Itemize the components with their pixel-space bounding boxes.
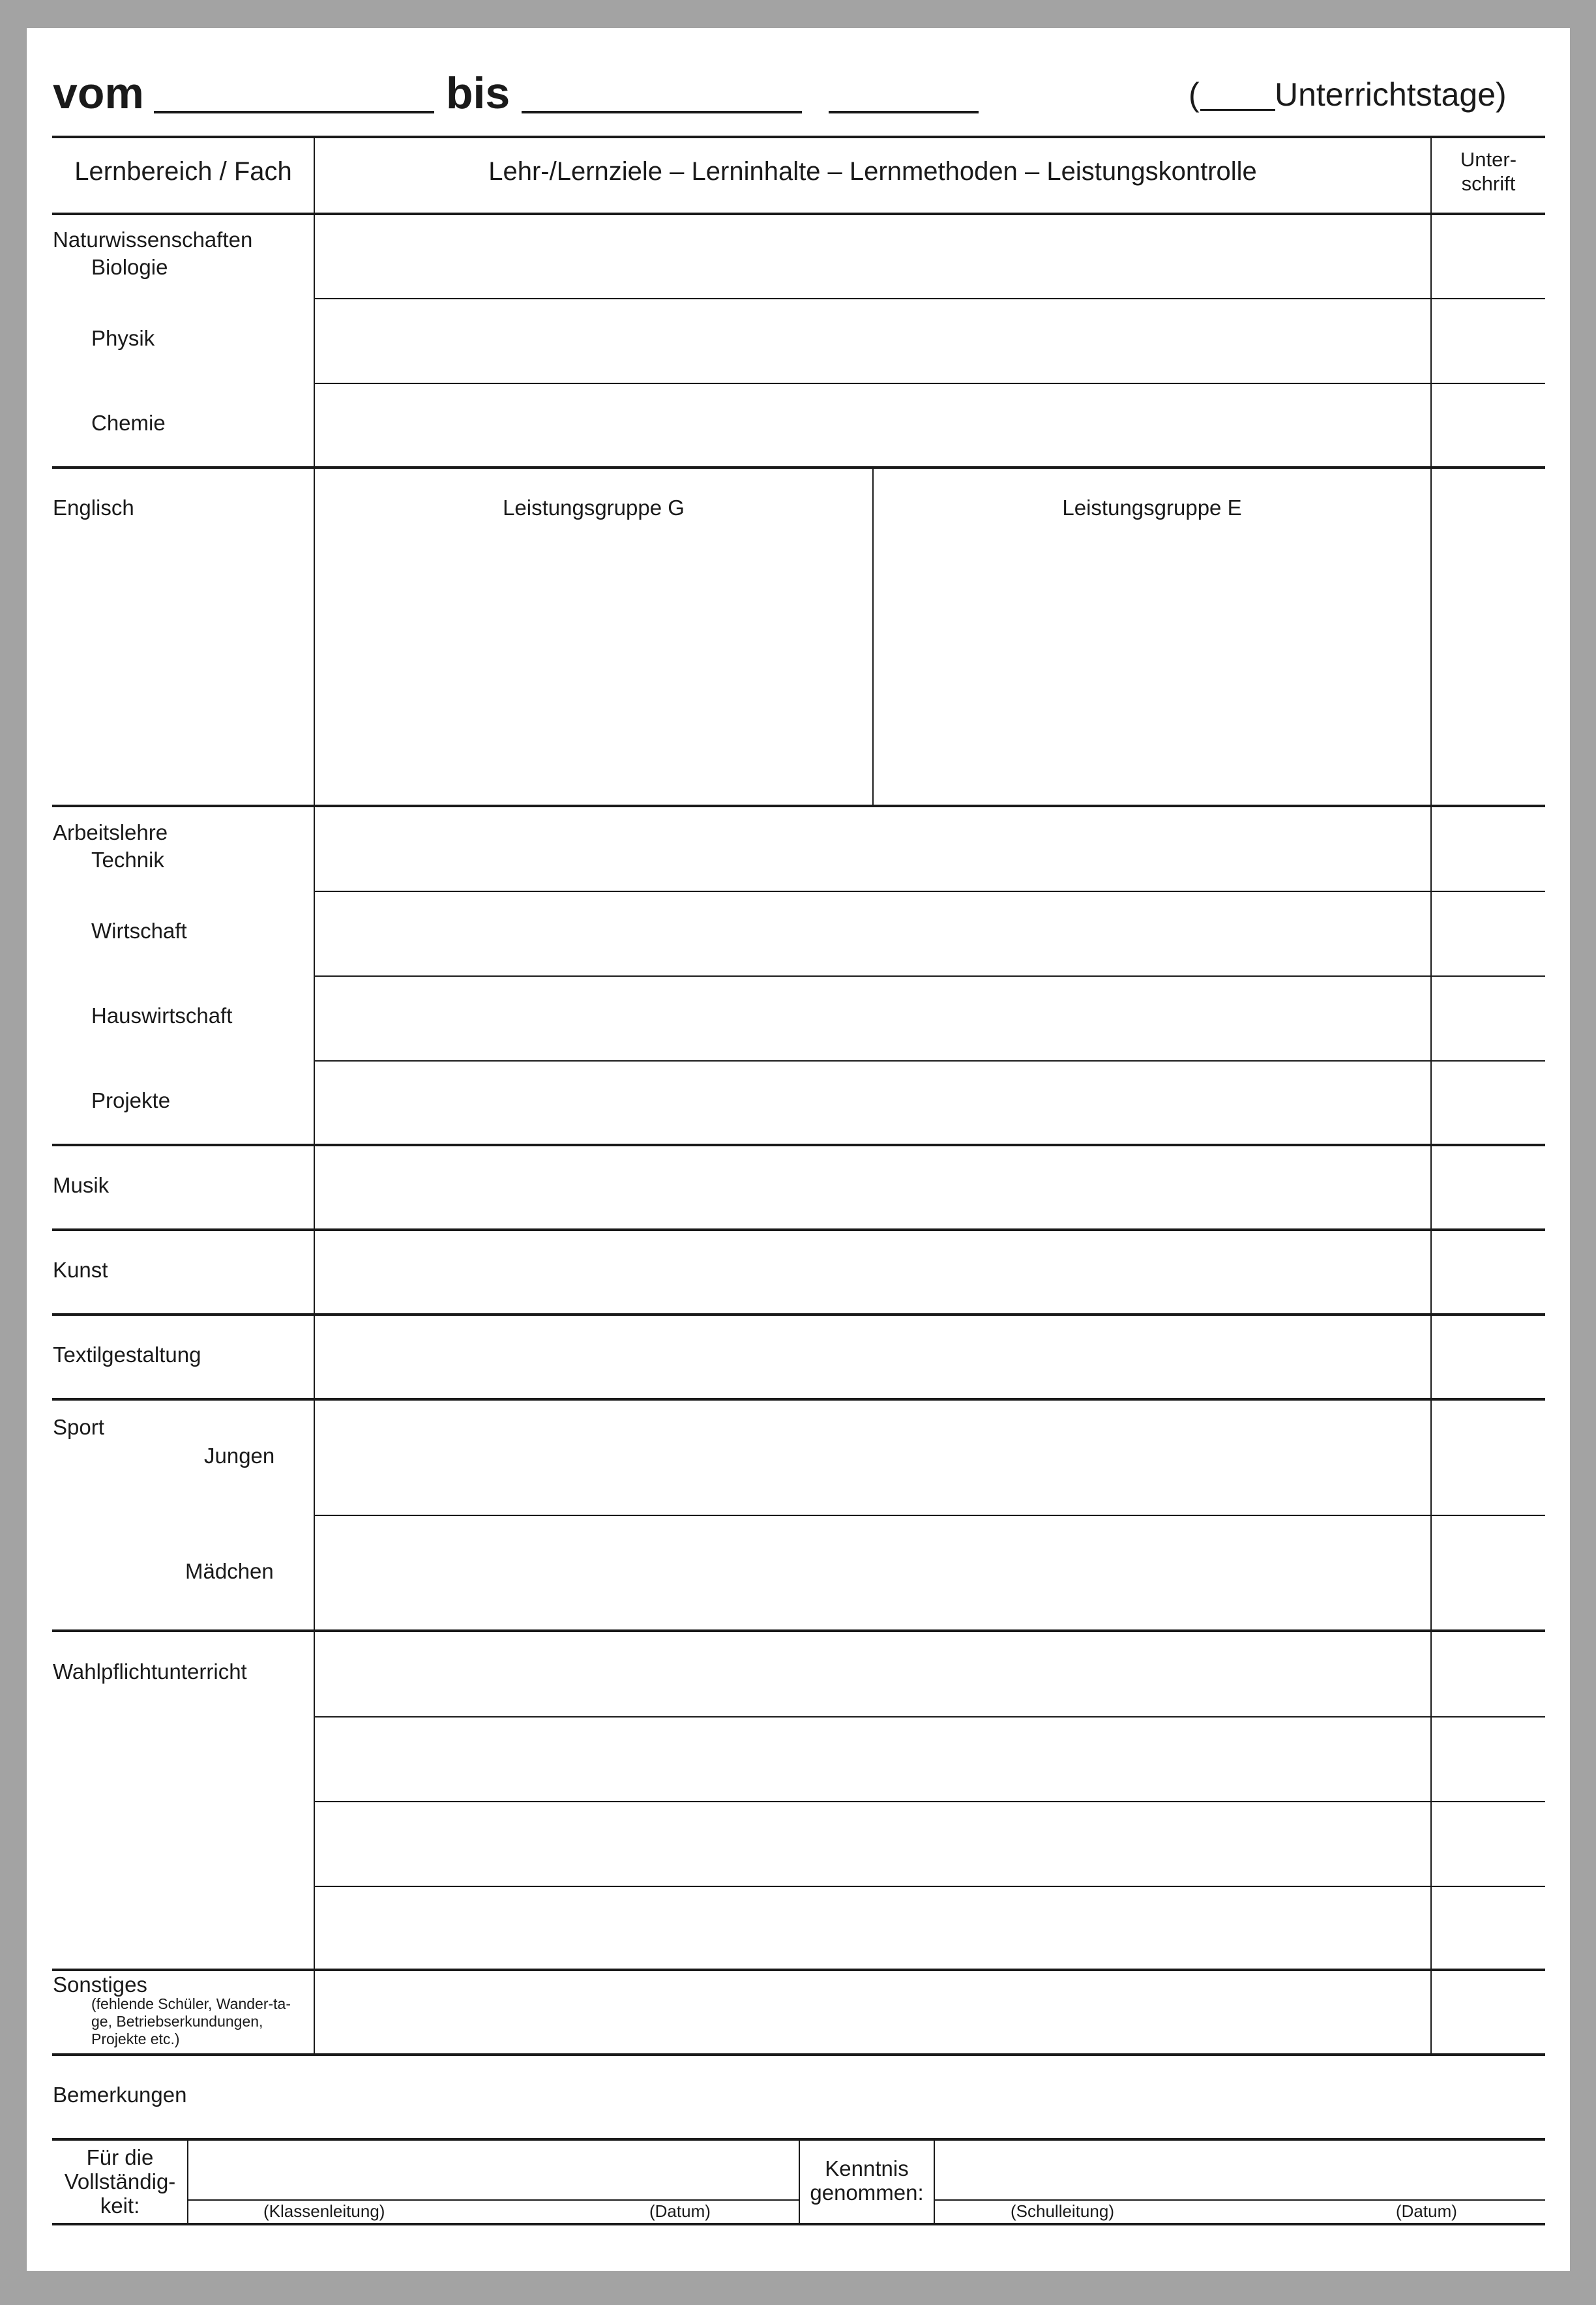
sonstiges-note-2: ge, Betriebserkundungen,	[91, 2013, 263, 2030]
row-line	[314, 1515, 1545, 1516]
header-bottom-line	[52, 213, 1545, 215]
footer-divider-1	[187, 2140, 188, 2223]
hauswirtschaft-label: Hauswirtschaft	[91, 1004, 233, 1028]
header-lehrziele: Lehr-/Lernziele – Lerninhalte – Lernmethoden – Leistungskontrolle	[488, 157, 1257, 186]
section-line	[52, 1313, 1545, 1316]
section-line	[52, 1969, 1545, 1971]
form-sheet	[27, 28, 1570, 2271]
unterrichtstage-label: Unterrichtstage)	[1275, 76, 1507, 113]
datum-caption-1: (Datum)	[649, 2201, 711, 2221]
projekte-label: Projekte	[91, 1088, 171, 1112]
sport-title: Sport	[53, 1415, 104, 1439]
naturwissenschaften-title: Naturwissenschaften	[53, 228, 253, 252]
kenntnis-1: Kenntnis	[825, 2156, 909, 2180]
bis-date-field[interactable]	[522, 111, 802, 113]
col1-divider	[314, 136, 315, 2055]
jungen-label: Jungen	[204, 1444, 275, 1468]
bis-label: bis	[446, 68, 510, 118]
vom-label: vom	[53, 68, 144, 118]
row-line	[314, 1886, 1545, 1887]
header-lernbereich: Lernbereich / Fach	[74, 157, 292, 186]
row-line	[314, 891, 1545, 892]
vom-date-field[interactable]	[154, 111, 434, 113]
row-line	[314, 383, 1545, 384]
row-line	[314, 1060, 1545, 1062]
arbeitslehre-title: Arbeitslehre	[53, 820, 168, 844]
paren-open: (	[1189, 76, 1200, 113]
row-line	[314, 298, 1545, 299]
datum-caption-2: (Datum)	[1396, 2201, 1457, 2221]
wahlpflicht-label: Wahlpflichtunterricht	[53, 1659, 247, 1684]
chemie-label: Chemie	[91, 411, 166, 435]
section-line	[52, 2053, 1545, 2056]
schulleitung-signature-line[interactable]	[935, 2199, 1545, 2201]
section-line	[52, 1144, 1545, 1146]
maedchen-label: Mädchen	[185, 1559, 274, 1583]
header-unterschrift-1: Unter-	[1460, 148, 1517, 171]
leistungsgruppe-g: Leistungsgruppe G	[503, 496, 685, 520]
section-line	[52, 1228, 1545, 1231]
section-line	[52, 805, 1545, 807]
week-field[interactable]	[829, 111, 979, 113]
leistungsgruppe-e: Leistungsgruppe E	[1062, 496, 1242, 520]
textilgestaltung-label: Textilgestaltung	[53, 1343, 201, 1367]
section-line	[52, 1398, 1545, 1401]
sonstiges-title: Sonstiges	[53, 1972, 147, 1997]
englisch-title: Englisch	[53, 496, 134, 520]
technik-label: Technik	[91, 848, 164, 872]
sonstiges-note-3: Projekte etc.)	[91, 2030, 180, 2047]
vollstaendigkeit-3: keit:	[100, 2193, 140, 2218]
wirtschaft-label: Wirtschaft	[91, 919, 187, 943]
section-line	[52, 1629, 1545, 1632]
row-line	[314, 975, 1545, 977]
physik-label: Physik	[91, 326, 155, 350]
biologie-label: Biologie	[91, 255, 168, 279]
unterrichtstage-field[interactable]	[1200, 109, 1275, 111]
row-line	[314, 1801, 1545, 1802]
kunst-label: Kunst	[53, 1258, 108, 1282]
vollstaendigkeit-1: Für die	[86, 2145, 154, 2169]
header-unterschrift-2: schrift	[1461, 172, 1516, 195]
col3-divider	[1430, 136, 1432, 2055]
bemerkungen-label: Bemerkungen	[53, 2083, 187, 2107]
vollstaendigkeit-2: Vollständig-	[64, 2169, 176, 2193]
table-top-line	[52, 136, 1545, 138]
musik-label: Musik	[53, 1173, 110, 1197]
sonstiges-note-1: (fehlende Schüler, Wander-ta-	[91, 1995, 291, 2012]
klassenleitung-caption: (Klassenleitung)	[263, 2201, 385, 2221]
klassenleitung-signature-line[interactable]	[188, 2199, 799, 2201]
section-line	[52, 466, 1545, 469]
footer-divider-3	[934, 2140, 935, 2223]
schulleitung-caption: (Schulleitung)	[1011, 2201, 1114, 2221]
kenntnis-2: genommen:	[810, 2180, 924, 2205]
row-line	[314, 1716, 1545, 1718]
